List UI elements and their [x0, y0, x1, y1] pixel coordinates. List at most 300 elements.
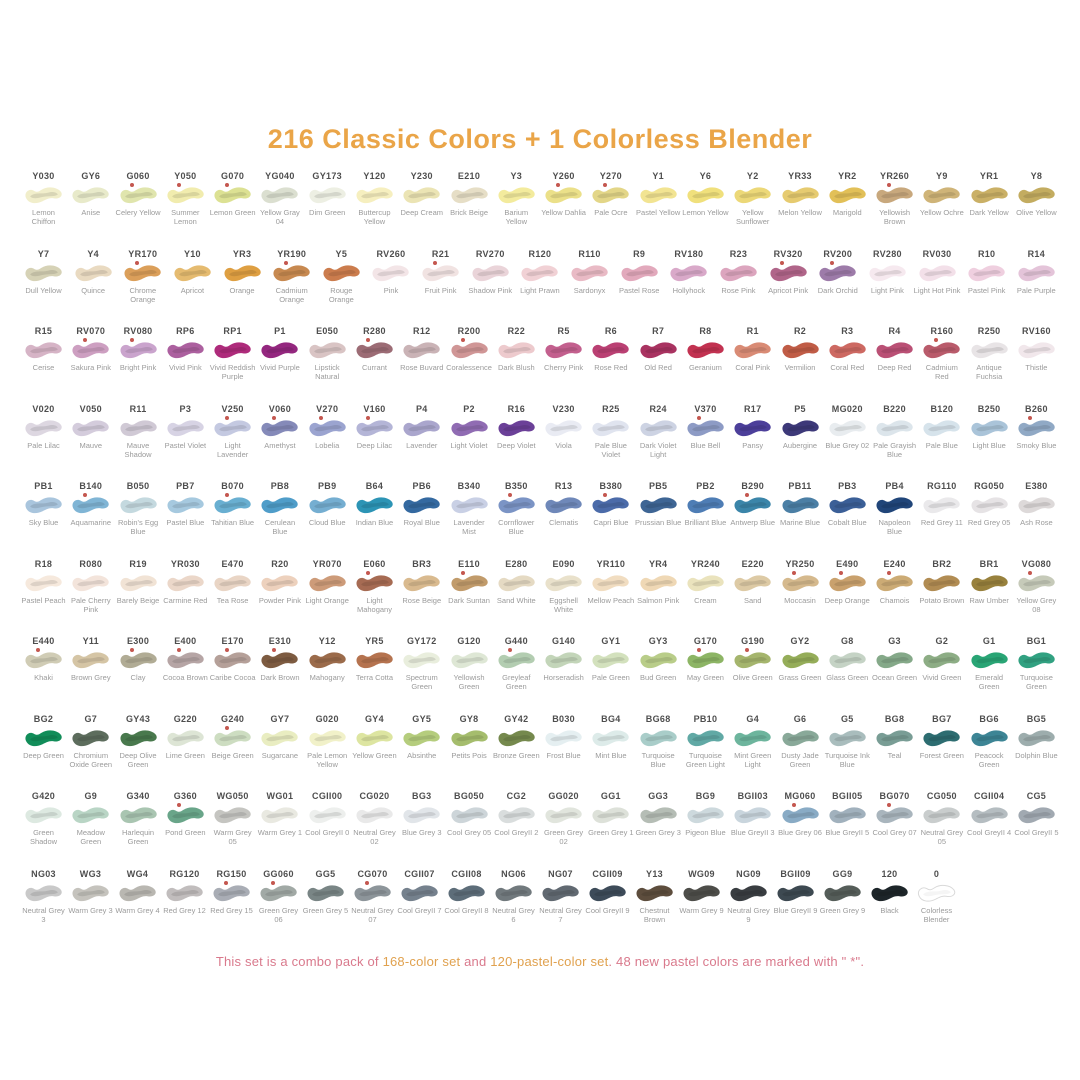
- swatch-code: BG8: [884, 713, 905, 724]
- swatch-code: Y1: [652, 171, 664, 181]
- brush-stroke-swatch: [731, 494, 774, 517]
- swatch-name: Buttercup Yellow: [358, 208, 391, 226]
- swatch-code: P2: [463, 403, 475, 414]
- swatch-cell: [256, 171, 303, 249]
- swatch-code: RG120: [169, 868, 200, 879]
- swatch-name: Cool GreyII 2: [494, 828, 539, 837]
- swatch-cell: [963, 249, 1010, 327]
- swatch-name: Pastel Violet: [164, 440, 207, 450]
- swatch-code: E090: [552, 558, 575, 569]
- swatch-cell: [162, 714, 209, 792]
- swatch-code: RG050: [974, 481, 1005, 491]
- swatch-cell: [587, 559, 634, 637]
- brush-stroke-swatch: [306, 572, 349, 595]
- swatch-name: Coral Red: [830, 363, 865, 372]
- pastel-marker-icon: [365, 881, 369, 885]
- pastel-marker-icon: [284, 261, 288, 265]
- brush-stroke-swatch: [353, 804, 396, 827]
- swatch-row: [20, 869, 1060, 947]
- swatch-code: R16: [507, 403, 526, 414]
- swatch-row: [20, 714, 1060, 792]
- swatch-code: Y9: [936, 171, 948, 181]
- brush-stroke-swatch: [731, 804, 774, 827]
- swatch-code: YR5: [365, 636, 384, 646]
- swatch-cell: [20, 481, 67, 559]
- brush-stroke-swatch: [826, 184, 869, 207]
- swatch-cell: [824, 559, 871, 637]
- brush-stroke-swatch: [779, 572, 822, 595]
- swatch-cell: [777, 559, 824, 637]
- swatch-code: E280: [505, 558, 528, 569]
- swatch-name: Sakura Pink: [70, 363, 111, 372]
- swatch-name: Apricot Pink: [768, 285, 809, 295]
- swatch-cell: [777, 171, 824, 249]
- brush-stroke-swatch: [353, 417, 396, 440]
- swatch-name: Green Grey 02: [544, 828, 584, 846]
- swatch-cell: [966, 714, 1013, 792]
- swatch-cell: [1013, 791, 1060, 869]
- brush-stroke-swatch: [400, 417, 443, 440]
- swatch-name: Cerulean Blue: [264, 518, 296, 536]
- brush-stroke-swatch: [920, 494, 963, 517]
- brush-stroke-swatch: [1015, 804, 1058, 827]
- swatch-cell: [398, 636, 445, 714]
- swatch-code: MG020: [831, 403, 863, 414]
- swatch-code: G7: [84, 713, 98, 724]
- swatch-code: R20: [271, 558, 289, 569]
- brush-stroke-swatch: [258, 804, 301, 827]
- brush-stroke-swatch: [400, 494, 443, 517]
- brush-stroke-swatch: [448, 804, 491, 827]
- swatch-name: Dark Yellow: [969, 208, 1009, 217]
- brush-stroke-swatch: [965, 262, 1008, 285]
- brush-stroke-swatch: [22, 184, 65, 207]
- swatch-code: Y230: [410, 171, 433, 181]
- brush-stroke-swatch: [873, 804, 916, 827]
- swatch-cell: [396, 869, 443, 947]
- swatch-cell: [209, 559, 256, 637]
- swatch-code: YR070: [312, 558, 342, 569]
- footer-note-segment: and: [460, 954, 491, 969]
- brush-stroke-swatch: [542, 184, 585, 207]
- swatch-cell: [351, 481, 398, 559]
- swatch-cell: [777, 636, 824, 714]
- brush-stroke-swatch: [589, 339, 632, 362]
- swatch-cell: [918, 791, 965, 869]
- swatch-cell: [871, 171, 918, 249]
- brush-stroke-swatch: [495, 494, 538, 517]
- brush-stroke-swatch: [731, 572, 774, 595]
- swatch-code: CGII09: [592, 868, 623, 879]
- swatch-cell: [20, 869, 67, 947]
- swatch-name: Antique Fuchsia: [975, 363, 1003, 381]
- swatch-name: Rose Pink: [721, 285, 756, 295]
- brush-stroke-swatch: [171, 262, 214, 285]
- brush-stroke-swatch: [22, 494, 65, 517]
- swatch-cell: [635, 404, 682, 482]
- swatch-code: BG7: [932, 713, 952, 724]
- brush-stroke-swatch: [258, 339, 301, 362]
- swatch-code: WG4: [126, 868, 149, 879]
- swatch-cell: [256, 714, 303, 792]
- swatch-cell: [777, 714, 824, 792]
- swatch-cell: [918, 714, 965, 792]
- swatch-name: Antwerp Blue: [730, 518, 776, 527]
- swatch-name: Thistle: [1025, 363, 1048, 372]
- swatch-name: Fruit Pink: [424, 285, 457, 295]
- swatch-code: GY42: [504, 713, 529, 724]
- pastel-marker-icon: [461, 338, 465, 342]
- swatch-cell: [584, 869, 631, 947]
- swatch-cell: [682, 714, 729, 792]
- brush-stroke-swatch: [542, 727, 585, 750]
- swatch-name: Neutral Grey 9: [727, 905, 770, 924]
- swatch-code: R13: [554, 481, 573, 491]
- pastel-marker-icon: [830, 261, 834, 265]
- swatch-cell: [115, 481, 162, 559]
- swatch-name: Cool GreyII 7: [397, 905, 442, 915]
- brush-stroke-swatch: [353, 339, 396, 362]
- swatch-code: B290: [741, 481, 765, 491]
- swatch-cell: [678, 869, 725, 947]
- brush-stroke-swatch: [542, 494, 585, 517]
- swatch-name: Warm Grey 9: [679, 905, 724, 915]
- swatch-cell: [446, 481, 493, 559]
- brush-stroke-swatch: [69, 339, 112, 362]
- brush-stroke-swatch: [495, 804, 538, 827]
- brush-stroke-swatch: [448, 417, 491, 440]
- swatch-cell: [540, 559, 587, 637]
- pastel-marker-icon: [745, 493, 749, 497]
- swatch-code: G440: [504, 636, 528, 646]
- swatch-code: R11: [129, 403, 147, 414]
- brush-stroke-swatch: [306, 727, 349, 750]
- brush-stroke-swatch: [211, 417, 254, 440]
- swatch-cell: [446, 171, 493, 249]
- pastel-marker-icon: [225, 726, 229, 730]
- swatch-name: Powder Pink: [258, 595, 301, 605]
- swatch-name: Pigeon Blue: [685, 828, 726, 837]
- swatch-cell: [1013, 404, 1060, 482]
- brush-stroke-swatch: [873, 339, 916, 362]
- swatch-cell: [871, 559, 918, 637]
- swatch-cell: [918, 481, 965, 559]
- swatch-cell: [635, 326, 682, 404]
- brush-stroke-swatch: [116, 882, 159, 905]
- swatch-name: Neutral Grey 3: [22, 905, 65, 924]
- swatch-code: GY4: [365, 713, 384, 724]
- swatch-name: Warm Grey 3: [68, 905, 113, 915]
- swatch-code: R15: [34, 326, 53, 336]
- swatch-name: Pastel Peach: [21, 595, 66, 605]
- swatch-cell: [824, 714, 871, 792]
- brush-stroke-swatch: [117, 572, 160, 595]
- brush-stroke-swatch: [589, 417, 632, 440]
- swatch-name: Olive Green: [732, 673, 773, 682]
- swatch-code: RV030: [922, 248, 952, 259]
- swatch-name: Grass Green: [778, 673, 822, 682]
- swatch-code: YR2: [838, 171, 857, 181]
- swatch-cell: [162, 481, 209, 559]
- swatch-code: B250: [977, 403, 1001, 414]
- swatch-code: WG3: [79, 868, 102, 879]
- swatch-cell: [587, 404, 634, 482]
- swatch-cell: [20, 559, 67, 637]
- swatch-cell: [20, 249, 67, 327]
- swatch-cell: [162, 326, 209, 404]
- swatch-code: RV160: [1021, 326, 1051, 336]
- pastel-marker-icon: [36, 648, 40, 652]
- swatch-code: Y5: [335, 248, 348, 259]
- swatch-cell: [516, 249, 563, 327]
- swatch-name: Clay: [130, 673, 146, 682]
- swatch-code: GY6: [81, 171, 101, 181]
- brush-stroke-swatch: [873, 572, 916, 595]
- brush-stroke-swatch: [1015, 727, 1058, 750]
- swatch-cell: [635, 559, 682, 637]
- pastel-marker-icon: [780, 261, 784, 265]
- brush-stroke-swatch: [589, 804, 632, 827]
- swatch-cell: [819, 869, 866, 947]
- swatch-code: E380: [1025, 481, 1048, 491]
- brush-stroke-swatch: [1015, 572, 1058, 595]
- swatch-name: Lavender: [406, 440, 438, 450]
- swatch-code: R5: [557, 326, 570, 336]
- swatch-name: Quince: [81, 285, 106, 295]
- brush-stroke-swatch: [1015, 494, 1058, 517]
- swatch-code: G4: [746, 713, 760, 724]
- brush-stroke-swatch: [916, 262, 959, 285]
- brush-stroke-swatch: [920, 184, 963, 207]
- swatch-cell: [682, 791, 729, 869]
- footer-note-segment: 168-color set: [382, 954, 461, 969]
- swatch-code: R10: [977, 248, 996, 259]
- brush-stroke-swatch: [816, 262, 859, 285]
- swatch-cell: [493, 171, 540, 249]
- swatch-code: R24: [649, 403, 667, 414]
- swatch-code: B380: [599, 481, 623, 491]
- brush-stroke-swatch: [968, 417, 1011, 440]
- brush-stroke-swatch: [873, 417, 916, 440]
- swatch-name: Mint Green Light: [734, 750, 772, 769]
- swatch-name: Vivid Green: [922, 673, 962, 682]
- brush-stroke-swatch: [495, 572, 538, 595]
- swatch-code: YR1: [979, 171, 999, 181]
- swatch-cell: [729, 404, 776, 482]
- swatch-name: Warm Grey 1: [257, 828, 303, 837]
- swatch-name: Aquamarine: [70, 518, 111, 527]
- pastel-marker-icon: [839, 571, 843, 575]
- brush-stroke-swatch: [568, 262, 611, 285]
- swatch-name: Deep Violet: [496, 440, 536, 450]
- swatch-name: Red Grey 11: [920, 518, 963, 527]
- brush-stroke-swatch: [637, 417, 680, 440]
- brush-stroke-swatch: [398, 882, 441, 905]
- swatch-cell: [587, 481, 634, 559]
- swatch-code: R250: [977, 326, 1001, 336]
- swatch-cell: [256, 636, 303, 714]
- swatch-code: VG080: [1021, 558, 1052, 569]
- swatch-code: G1: [982, 636, 996, 646]
- swatch-name: Green Grey 06: [258, 905, 299, 924]
- swatch-name: Vivid Purple: [259, 363, 300, 372]
- swatch-name: Deep Red: [877, 363, 912, 372]
- swatch-name: Neutral Grey 02: [353, 828, 396, 846]
- swatch-code: GG1: [600, 791, 621, 801]
- swatch-name: Napoleon Blue: [878, 518, 911, 536]
- swatch-code: V270: [316, 403, 339, 414]
- swatch-name: Cornflower Blue: [498, 518, 535, 536]
- brush-stroke-swatch: [400, 184, 443, 207]
- swatch-cell: [493, 559, 540, 637]
- swatch-code: G6: [793, 713, 807, 724]
- swatch-code: G2: [935, 636, 949, 646]
- swatch-cell: [162, 636, 209, 714]
- swatch-cell: [219, 249, 266, 327]
- swatch-cell: [772, 869, 819, 947]
- swatch-cell: [715, 249, 762, 327]
- swatch-code: YR030: [170, 558, 200, 569]
- swatch-row: [20, 249, 1060, 327]
- swatch-cell: [209, 481, 256, 559]
- swatch-code: E210: [457, 171, 481, 181]
- swatch-name: Bronze Green: [492, 750, 540, 760]
- swatch-cell: [587, 714, 634, 792]
- swatch-cell: [398, 559, 445, 637]
- pastel-marker-icon: [271, 881, 275, 885]
- swatch-name: Turquoise Green: [1019, 673, 1053, 691]
- swatch-code: MG060: [784, 791, 816, 801]
- swatch-cell: [351, 714, 398, 792]
- swatch-cell: [824, 791, 871, 869]
- swatch-name: Beige Green: [211, 750, 254, 760]
- brush-stroke-swatch: [667, 262, 710, 285]
- swatch-name: Cobalt Blue: [827, 518, 867, 527]
- brush-stroke-swatch: [684, 339, 727, 362]
- brush-stroke-swatch: [542, 572, 585, 595]
- swatch-cell: [729, 481, 776, 559]
- swatch-cell: [67, 714, 114, 792]
- brush-stroke-swatch: [400, 727, 443, 750]
- swatch-code: E220: [741, 558, 764, 569]
- swatch-code: RG150: [216, 868, 247, 879]
- pastel-marker-icon: [83, 338, 87, 342]
- swatch-name: Cool GreyII 8: [444, 905, 489, 915]
- swatch-code: P1: [274, 326, 286, 336]
- swatch-cell: [635, 791, 682, 869]
- brush-stroke-swatch: [968, 727, 1011, 750]
- swatch-code: PB9: [317, 481, 337, 491]
- swatch-code: NG07: [548, 868, 573, 879]
- swatch-code: Y030: [32, 171, 55, 181]
- swatch-name: Mauve: [79, 440, 103, 450]
- brush-stroke-swatch: [589, 494, 632, 517]
- swatch-code: PB10: [693, 713, 718, 724]
- swatch-cell: [351, 559, 398, 637]
- swatch-cell: [729, 714, 776, 792]
- swatch-name: Ocean Green: [872, 673, 918, 682]
- swatch-cell: [966, 559, 1013, 637]
- swatch-name: Pale Cherry Pink: [70, 595, 111, 614]
- pastel-marker-icon: [225, 183, 229, 187]
- brush-stroke-swatch: [968, 494, 1011, 517]
- swatch-name: Petits Pois: [451, 750, 487, 760]
- swatch-name: Carmine Red: [163, 595, 208, 605]
- swatch-name: Mauve Shadow: [124, 440, 152, 459]
- swatch-cell: [209, 791, 256, 869]
- swatch-cell: [20, 404, 67, 482]
- brush-stroke-swatch: [22, 649, 65, 672]
- swatch-name: Coralessence: [446, 363, 492, 372]
- swatch-cell: [20, 326, 67, 404]
- brush-stroke-swatch: [69, 882, 112, 905]
- brush-stroke-swatch: [211, 572, 254, 595]
- swatch-name: Marine Blue: [779, 518, 821, 527]
- swatch-code: G360: [173, 791, 197, 801]
- swatch-cell: [1013, 171, 1060, 249]
- swatch-name: Cool GreyII 4: [967, 828, 1012, 837]
- swatch-code: B64: [365, 481, 384, 491]
- pastel-marker-icon: [603, 493, 607, 497]
- swatch-name: May Green: [686, 673, 724, 682]
- swatch-name: Lipstick Natural: [314, 363, 340, 381]
- swatch-code: G5: [840, 713, 854, 724]
- brush-stroke-swatch: [633, 882, 676, 905]
- swatch-cell: [67, 869, 114, 947]
- swatch-cell: [446, 404, 493, 482]
- brush-stroke-swatch: [920, 417, 963, 440]
- swatch-cell: [115, 171, 162, 249]
- brush-stroke-swatch: [353, 572, 396, 595]
- swatch-name: Deep Olive Green: [119, 750, 157, 769]
- swatch-code: PB4: [885, 481, 904, 491]
- swatch-code: V230: [552, 403, 575, 414]
- swatch-name: Indian Blue: [355, 518, 394, 527]
- swatch-code: V020: [32, 403, 55, 414]
- brush-stroke-swatch: [684, 494, 727, 517]
- swatch-name: Peacock Green: [974, 750, 1004, 769]
- swatch-code: WG01: [266, 791, 294, 801]
- swatch-code: R8: [699, 326, 712, 336]
- swatch-code: BG68: [645, 713, 671, 724]
- swatch-cell: [398, 171, 445, 249]
- swatch-name: Sugarcane: [261, 750, 299, 760]
- swatch-code: E060: [363, 558, 386, 569]
- swatch-name: Warm Grey 05: [213, 828, 252, 846]
- swatch-name: Aubergine: [782, 440, 818, 450]
- brush-stroke-swatch: [968, 804, 1011, 827]
- swatch-code: B340: [457, 481, 481, 491]
- swatch-name: Royal Blue: [403, 518, 440, 527]
- swatch-code: R280: [363, 326, 386, 336]
- brush-stroke-swatch: [210, 882, 253, 905]
- swatch-name: Smoky Blue: [1016, 440, 1057, 450]
- swatch-name: Pastel Pink: [967, 285, 1006, 295]
- brush-stroke-swatch: [448, 339, 491, 362]
- brush-stroke-swatch: [731, 417, 774, 440]
- swatch-name: Mahogany: [309, 673, 345, 682]
- brush-stroke-swatch: [968, 184, 1011, 207]
- swatch-name: Neutral Grey 05: [920, 828, 964, 846]
- brush-stroke-swatch: [69, 727, 112, 750]
- brush-stroke-swatch: [270, 262, 313, 285]
- brush-stroke-swatch: [320, 262, 363, 285]
- swatch-code: BG5: [1026, 713, 1047, 724]
- swatch-name: Light Lavender: [216, 440, 249, 459]
- brush-stroke-swatch: [495, 649, 538, 672]
- swatch-code: RV180: [674, 248, 704, 259]
- swatch-cell: [540, 171, 587, 249]
